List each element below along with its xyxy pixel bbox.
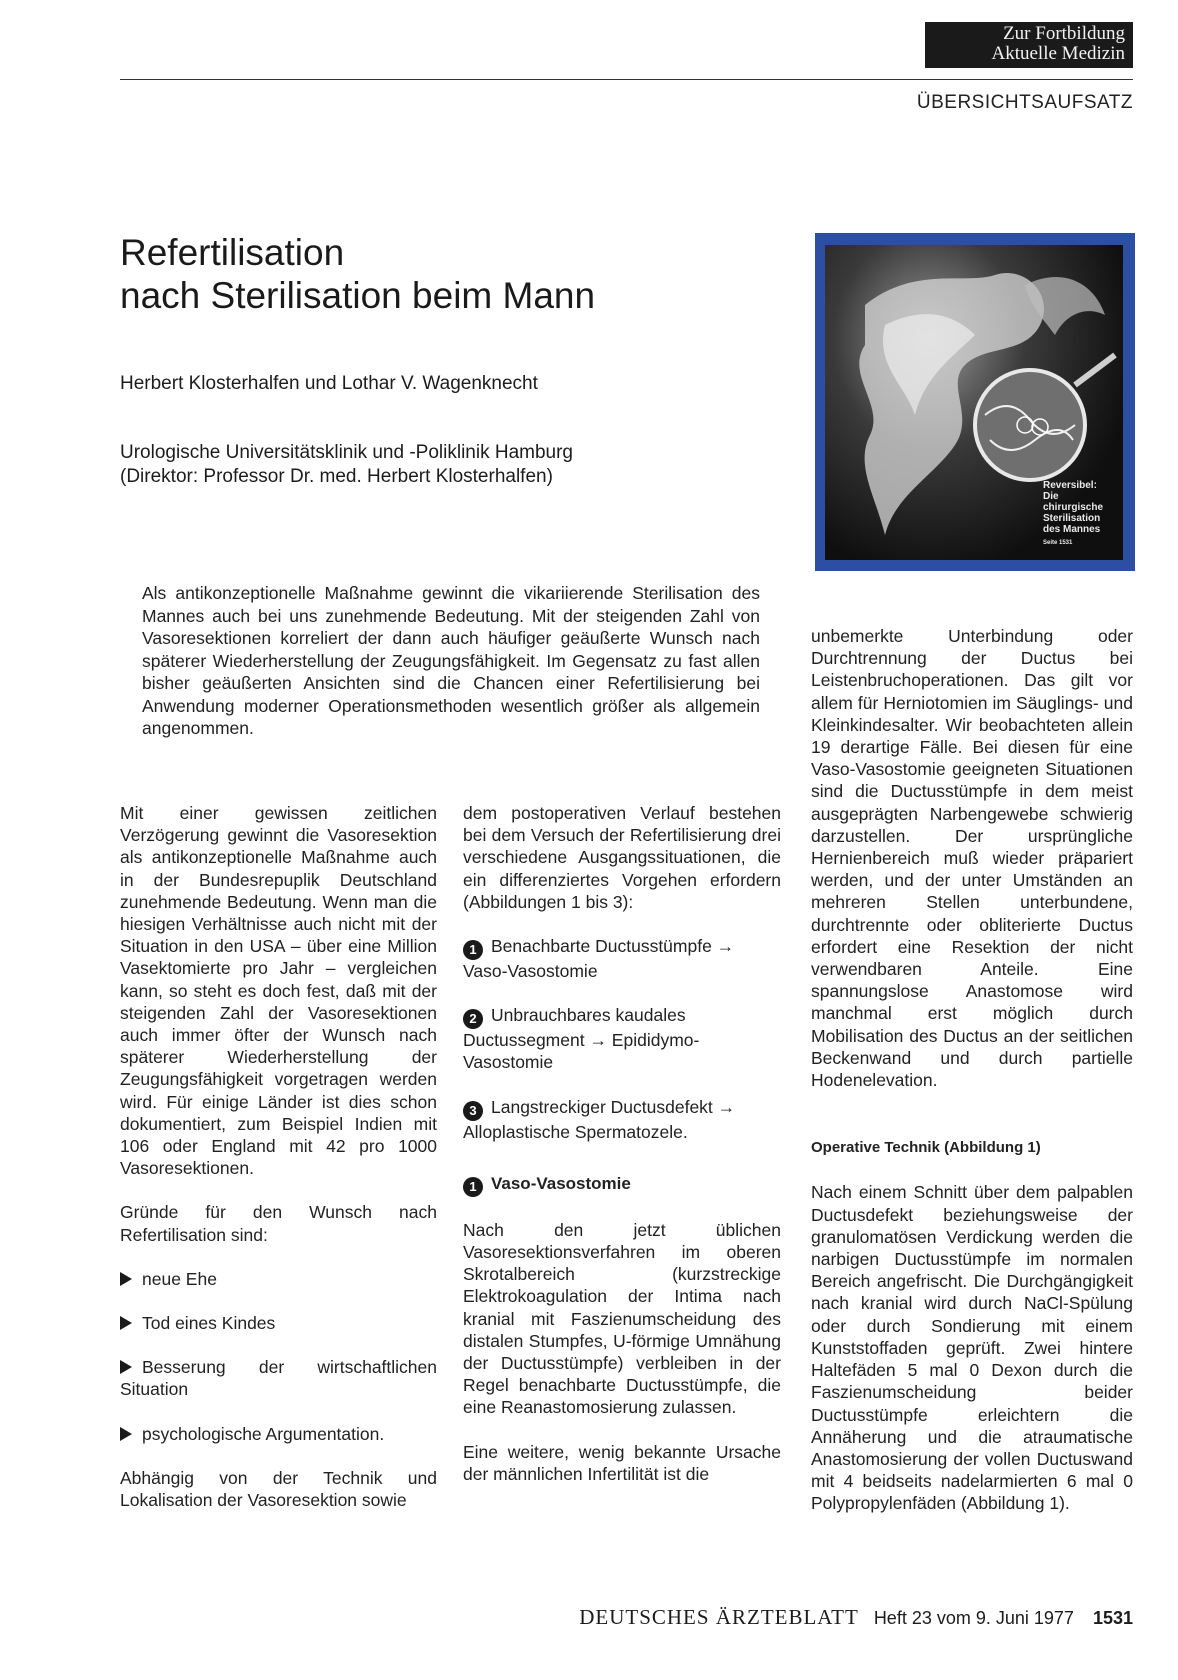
list-item-text: neue Ehe (142, 1268, 217, 1289)
cover-photo (825, 245, 1123, 560)
cover-caption-line: des Mannes (1043, 524, 1101, 535)
section-badge (925, 22, 1133, 68)
cover-page-ref: Seite 1531 (1043, 540, 1073, 546)
column-3 (811, 625, 1133, 1537)
paragraph: dem postoperativen Verlauf bestehen bei dem Versuch der Refertilisierung drei verschiedene Ausgangssituationen, die ein differenziertes Vorgehen erfordern (Abbildungen 1 bis 3): (463, 803, 781, 912)
triangle-bullet-icon (120, 1272, 132, 1286)
section-label: ÜBERSICHTSAUFSATZ (916, 92, 1133, 113)
section-heading-text: Vaso-Vasostomie (491, 1173, 631, 1193)
number-circle-icon: 1 (463, 940, 483, 960)
cover-caption-line: Sterilisation (1043, 513, 1101, 524)
paragraph: Mit einer gewissen zeitlichen Verzögerung gewinnt die Vasoresektion als antikonzeptionelle Maßnahme auch in der Bundesrepuplik Deutschland zunehmende Bedeutung. Wenn man die hiesigen Verhältnisse auch nicht mit der Situation in den USA – über eine Million Vasektomierte pro Jahr – vergleichen kann, so steht es doch fest, daß mit der steigenden Zahl der Vasoresektionen auch immer öfter der Wunsch nach späterer Wiederherstellung der Zeugungsfähigkeit vorgetragen werden wird. Für einige Länder ist dies schon dokumentiert, zum Beispiel Indien mit 106 oder England mit 42 pro 1000 Vasoresektionen. (120, 803, 437, 1179)
paragraph: Nach den jetzt üblichen Vasoresektionsverfahren im oberen Skrotalbereich (kurzstreckige Elektrokoagulation der Intima nach kranial mit Faszienumscheidung des distalen Stumpfes, U-förmige Umnähung der Ductusstümpfe) verbleiben in der Regel benachbarte Ductusstümpfe, die eine Reanastomosierung zulassen. (463, 1219, 781, 1418)
cover-caption-line: chirurgische (1043, 502, 1104, 513)
numbered-item (463, 1004, 781, 1073)
list-item-text: Besserung der wirtschaftlichen Situation (120, 1357, 437, 1400)
cover-caption (1043, 480, 1123, 549)
list-item-text: psychologische Argumentation. (142, 1423, 385, 1444)
triangle-bullet-icon (120, 1427, 132, 1441)
paragraph: Abhängig von der Technik und Lokalisation der Vasoresektion sowie (120, 1467, 437, 1511)
section-heading: Operative Technik (Abbildung 1) (811, 1139, 1041, 1157)
article-title (120, 231, 595, 317)
abstract: Als antikonzeptionelle Maßnahme gewinnt die vikariierende Sterilisation des Mannes auch bei uns zunehmende Bedeutung. Mit der steigenden Zahl von Vasoresektionen korreliert der dann auch häufiger geäußerte Wunsch nach späterer Wiederherstellung der Zeugungsfähigkeit. Im Gegensatz zu fast allen bisher geäußerten Ansichten sind die Chancen einer Refertilisierung bei Anwendung moderner Operationsmethoden wesentlich größer als allgemein angenommen. (142, 583, 760, 738)
paragraph: unbemerkte Unterbindung oder Durchtrennung der Ductus bei Leistenbruchoperationen. Das gilt vor allem für Herniotomien im Säuglings- und Kleinkindesalter. Wir beobachteten allein 19 derartige Fälle. Bei diesen für eine Vaso-Vasostomie geeigneten Situationen sind die Ductusstümpfe in dem meist ausgeprägten Narbengewebe schwierig darzustellen. Der ursprüngliche Hernienbereich muß wieder präpariert werden, und der unter Umständen an mehreren Stellen unterbundene, durchtrennte oder obliterierte Ductus erfordert eine Resektion der nicht verwendbaren Anteile. Eine spannungslose Anastomose wird manchmal erst möglich durch Mobilisation des Ductus an der seitlichen Beckenwand und durch partielle Hodenelevation. (811, 626, 1133, 1091)
numbered-item-text: Langstreckiger Ductusdefekt → Alloplastische Spermatozele. (463, 1096, 736, 1142)
numbered-item (463, 935, 781, 982)
journal-name: DEUTSCHES ÄRZTEBLATT (579, 1605, 859, 1629)
numbered-item-text: Benachbarte Ductusstümpfe → Vaso-Vasostomie (463, 936, 735, 982)
badge-line-2: Aktuelle Medizin (991, 43, 1125, 64)
affiliation-line-2: (Direktor: Professor Dr. med. Herbert Klosterhalfen) (120, 466, 553, 487)
list-item (120, 1356, 437, 1400)
header-rule (120, 79, 1133, 80)
number-circle-icon: 2 (463, 1009, 483, 1029)
numbered-item (463, 1096, 781, 1143)
list-item (120, 1268, 437, 1290)
numbered-item-text: Unbrauchbares kaudales Ductussegment → Epididymo-Vasostomie (463, 1005, 700, 1073)
cover-caption-line: Reversibel: (1043, 480, 1097, 491)
authors: Herbert Klosterhalfen und Lothar V. Wagenknecht (120, 373, 538, 394)
section-heading (463, 1173, 781, 1197)
column-2 (463, 802, 781, 1507)
number-circle-icon: 3 (463, 1101, 483, 1121)
title-line-2: nach Sterilisation beim Mann (120, 275, 596, 316)
affiliation-line-1: Urologische Universitätsklinik und -Poliklinik Hamburg (120, 442, 574, 463)
column-1 (120, 802, 437, 1533)
triangle-bullet-icon (120, 1360, 132, 1374)
paragraph: Eine weitere, wenig bekannte Ursache der männlichen Infertilität ist die (463, 1441, 781, 1484)
paragraph: Gründe für den Wunsch nach Refertilisation sind: (120, 1202, 437, 1245)
triangle-bullet-icon (120, 1316, 132, 1330)
list-item (120, 1423, 437, 1445)
cover-caption-line: Die (1043, 491, 1059, 502)
cover-image (815, 233, 1135, 571)
paragraph: Nach einem Schnitt über dem palpablen Ductusdefekt beziehungsweise der granulomatösen Verdickung werden die narbigen Ductusstümpfe im normalen Bereich angefrischt. Die Durchgängigkeit nach kranial wird durch NaCl-Spülung oder durch Sondierung mit einem Kunststoffaden geprüft. Zwei hintere Haltefäden 5 mal 0 Dexon durch die Faszienumscheidung beider Ductusstümpfe erleichtern die Annäherung und die atraumatische Anastomosierung der vollen Ductuswand mit 4 beidseits nadelarmierten 6 mal 0 Polypropylenfäden (Abbildung 1). (811, 1182, 1133, 1514)
list-item (120, 1312, 437, 1334)
list-item-text: Tod eines Kindes (142, 1313, 276, 1334)
affiliation (120, 441, 573, 489)
badge-line-1: Zur Fortbildung (1003, 23, 1125, 44)
issue-info: Heft 23 vom 9. Juni 1977 (873, 1608, 1074, 1628)
page-number: 1531 (1092, 1608, 1133, 1628)
number-circle-icon: 1 (463, 1177, 483, 1197)
page-footer (579, 1605, 1133, 1630)
title-line-1: Refertilisation (120, 232, 345, 273)
